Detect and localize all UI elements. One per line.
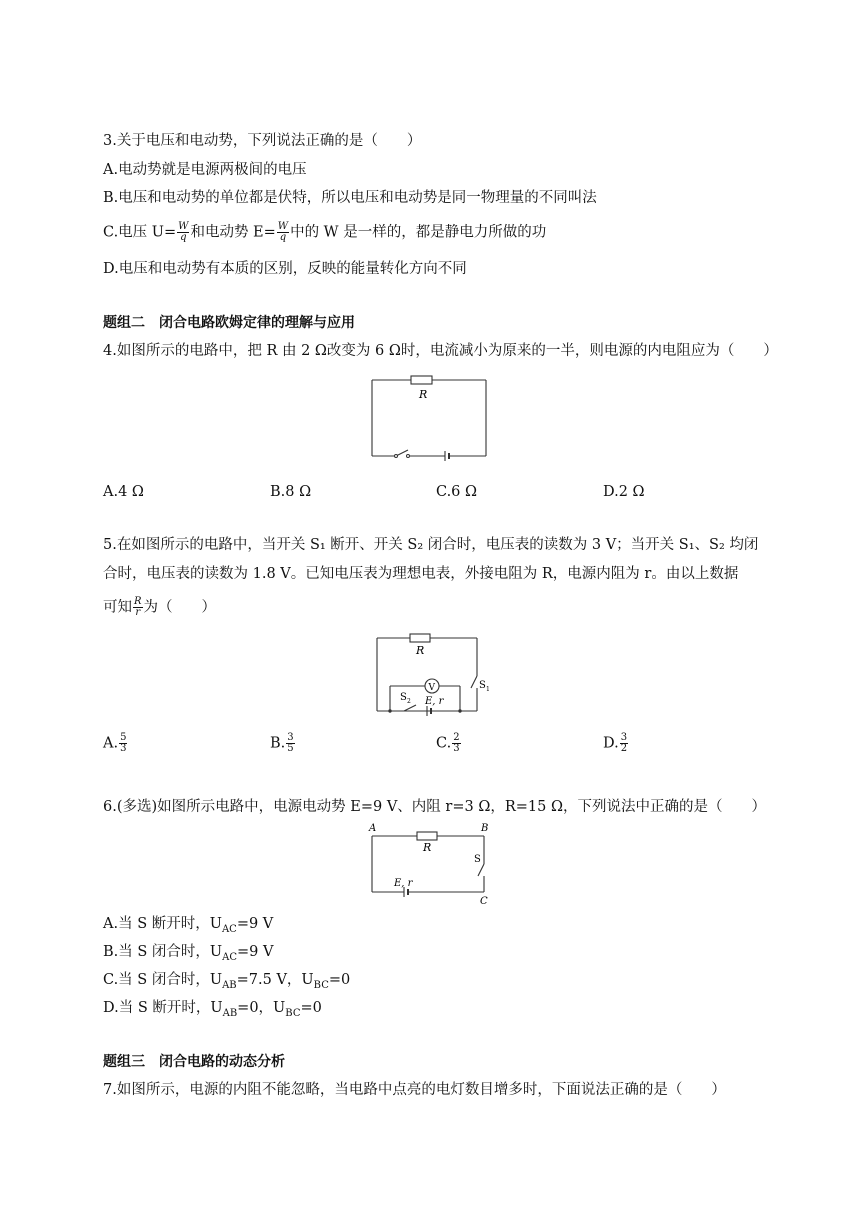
- q5-stem-line2: 合时，电压表的读数为 1.8 V。已知电压表为理想电表，外接电阻为 R，电源内阻为 r。由以上数据: [103, 566, 739, 582]
- label-B: B: [481, 823, 489, 834]
- q5-stem-line3: 可知 $\frac{R}{r}$ 为（ ）: [103, 596, 217, 618]
- q5-option-d: D. $\frac{3}{2}$: [603, 732, 628, 754]
- section-heading-group3: 题组三 闭合电路的动态分析: [103, 1054, 285, 1070]
- svg-text:2: 2: [407, 698, 411, 705]
- q6-option-b: B.当 S 闭合时，$U_{AC}=9$ V: [103, 944, 274, 963]
- label-R: R: [419, 388, 428, 401]
- label-S: S: [474, 854, 481, 865]
- q6-stem: 6.(多选)如图所示电路中，电源电动势 E=9 V、内阻 r=3 Ω，R=15 Ω，下列说法中正确的是（ ）: [103, 799, 766, 815]
- switch-icon: [396, 450, 408, 456]
- q6-option-c: C.当 S 闭合时，$U_{AB}=7.5$ V，$U_{BC}=0$: [103, 972, 351, 991]
- q4-option-d: D.2 Ω: [603, 484, 645, 500]
- q5-stem-line1: 5.在如图所示的电路中，当开关 S₁ 断开、开关 S₂ 闭合时，电压表的读数为 3 V；当开关 S₁、S₂ 均闭: [103, 537, 759, 553]
- label-R: R: [423, 841, 432, 854]
- label-R: R: [416, 644, 425, 657]
- q3-option-b: B.电压和电动势的单位都是伏特，所以电压和电动势是同一物理量的不同叫法: [103, 190, 597, 206]
- label-Er: E, r: [425, 696, 444, 707]
- q5-circuit-diagram: [372, 630, 490, 716]
- resistor-icon: [410, 634, 430, 642]
- svg-text:1: 1: [486, 686, 490, 693]
- label-S1: S: [479, 680, 486, 691]
- resistor-icon: [417, 832, 437, 840]
- q5-option-a: A. $\frac{5}{3}$: [103, 732, 127, 754]
- q4-option-b: B.8 Ω: [270, 484, 312, 500]
- q5-option-c: C. $\frac{2}{3}$: [436, 732, 460, 754]
- label-S2: S: [400, 692, 407, 703]
- q6-circuit-diagram: [364, 820, 494, 906]
- q3-option-a: A.电动势就是电源两极间的电压: [103, 162, 307, 178]
- q5-option-b: B. $\frac{3}{5}$: [270, 732, 294, 754]
- q6-option-d: D.当 S 断开时，$U_{AB}=0$，$U_{BC}=0$: [103, 1000, 322, 1019]
- q3-option-c: C.电压 U= $\frac{W}{q}$ 和电动势 E= $\frac{W}{q}$ 中的 W 是一样的，都是静电力所做的功: [103, 221, 547, 243]
- q4-stem: 4.如图所示的电路中，把 R 由 2 Ω改变为 6 Ω时，电流减小为原来的一半，则电源的内电阻应为（ ）: [103, 343, 778, 359]
- switch-icon: [478, 864, 484, 876]
- resistor-icon: [411, 376, 432, 384]
- section-heading-group2: 题组二 闭合电路欧姆定律的理解与应用: [103, 315, 355, 331]
- q4-circuit-diagram: [368, 370, 492, 462]
- switch-s1-icon: [471, 676, 477, 688]
- q6-option-a: A.当 S 断开时，$U_{AC}=9$ V: [103, 916, 274, 935]
- switch-s2-icon: [404, 705, 416, 711]
- fraction-w-over-q: $\frac{W}{q}$: [277, 221, 289, 243]
- q3-option-d: D.电压和电动势有本质的区别，反映的能量转化方向不同: [103, 261, 467, 277]
- label-A: A: [369, 823, 377, 834]
- fraction-R-over-r: $\frac{R}{r}$: [134, 596, 142, 618]
- label-Er: E, r: [394, 878, 413, 889]
- q7-stem: 7.如图所示，电源的内阻不能忽略，当电路中点亮的电灯数目增多时，下面说法正确的是（ ）: [103, 1082, 726, 1098]
- q4-option-a: A.4 Ω: [103, 484, 144, 500]
- label-V: V: [428, 683, 435, 693]
- label-C: C: [480, 896, 488, 907]
- q3-stem: 3.关于电压和电动势，下列说法正确的是（ ）: [103, 133, 422, 149]
- q4-option-c: C.6 Ω: [436, 484, 478, 500]
- fraction-w-over-q: $\frac{W}{q}$: [178, 221, 189, 243]
